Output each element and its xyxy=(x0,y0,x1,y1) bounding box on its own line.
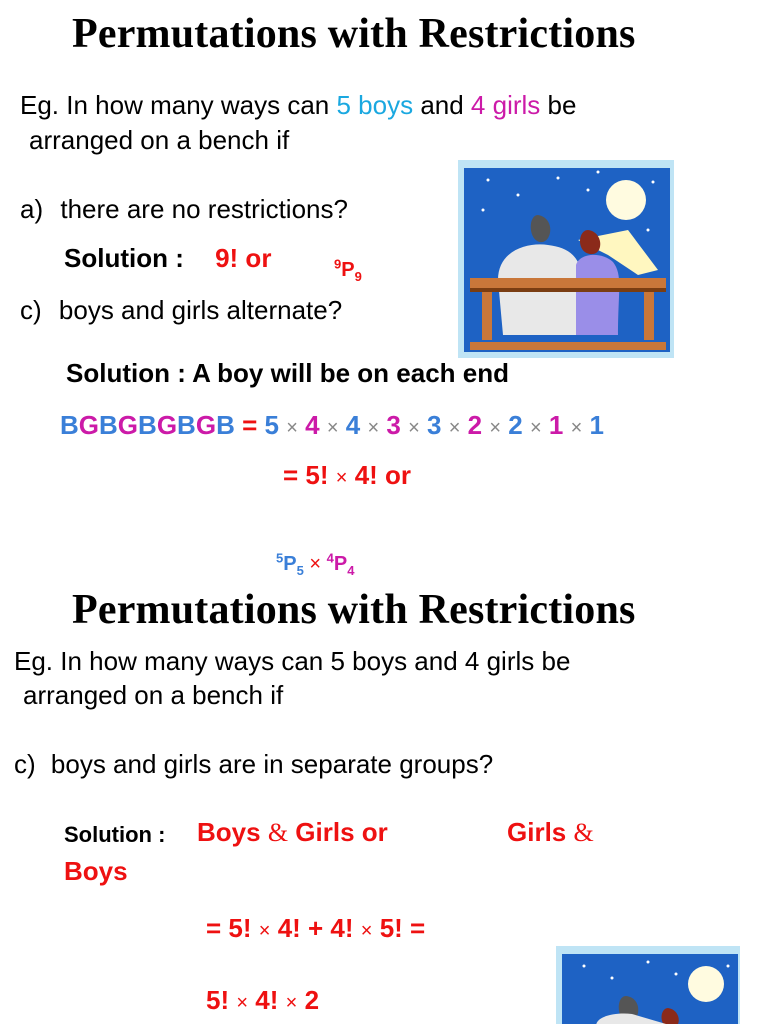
alternate-equation xyxy=(60,410,604,441)
factor-2: 4 xyxy=(345,410,361,440)
question-a-text: there are no restrictions? xyxy=(60,194,348,224)
pattern-5: G xyxy=(156,410,178,440)
factor-3: 3 xyxy=(386,410,401,440)
perm5-sup: 5 xyxy=(276,550,284,566)
result-rest: 4! or xyxy=(354,460,412,490)
sol-amp-2: & xyxy=(573,818,594,847)
pattern-3: G xyxy=(117,410,139,440)
perm-9p9-p: P xyxy=(341,259,355,281)
result-first: = 5! xyxy=(283,460,329,490)
solution-a-label: Solution : xyxy=(64,243,184,273)
perm-9p9-sup: 9 xyxy=(334,256,342,272)
factor-8: 1 xyxy=(589,410,604,440)
equals: = xyxy=(242,410,258,440)
slide2-title: Permutations with Restrictions xyxy=(72,587,636,633)
intro-text: Eg. In how many ways can xyxy=(20,90,337,120)
times-5: × xyxy=(489,417,502,439)
sol-girls-or: Girls or xyxy=(295,817,388,847)
intro-boys: 5 boys xyxy=(336,90,414,120)
times-2: × xyxy=(367,417,380,439)
slide1-intro-line1 xyxy=(20,90,576,121)
slide2-solution-part1 xyxy=(197,817,388,848)
pattern-6: B xyxy=(177,410,196,440)
slide2-solution-label: Solution : xyxy=(64,822,166,847)
result-line xyxy=(283,460,411,491)
question-a xyxy=(20,194,348,225)
intro-girls: 4 girls xyxy=(470,90,541,120)
question-c-label: c) xyxy=(20,295,42,325)
eq2-times-2: × xyxy=(285,992,298,1014)
eq1-times-2: × xyxy=(360,920,373,942)
perm4-sub: 4 xyxy=(347,563,355,578)
slide1-title: Permutations with Restrictions xyxy=(72,11,636,57)
eq2-a: 5! xyxy=(206,985,230,1015)
solution-a xyxy=(64,243,271,274)
eq2-c: 2 xyxy=(304,985,320,1015)
perm5-sub: 5 xyxy=(296,563,304,578)
factor-5: 2 xyxy=(467,410,483,440)
times-6: × xyxy=(529,417,542,439)
pattern-2: B xyxy=(99,410,118,440)
solution-a-value: 9! or xyxy=(215,243,272,273)
slide1-intro-line2: arranged on a bench if xyxy=(29,125,290,155)
slide2-equation-2 xyxy=(206,985,319,1016)
times-1: × xyxy=(326,417,339,439)
question-a-label: a) xyxy=(20,194,44,224)
factor-6: 2 xyxy=(508,410,523,440)
factor-7: 1 xyxy=(548,410,564,440)
times-3: × xyxy=(408,417,420,439)
perm-9p9-sub: 9 xyxy=(354,269,362,284)
times-0: × xyxy=(286,417,298,439)
sol-boys: Boys xyxy=(197,817,261,847)
question-c-text: boys and girls alternate? xyxy=(58,295,343,325)
intro-and: and xyxy=(413,90,471,120)
question-c xyxy=(20,295,342,326)
result-times: × xyxy=(335,467,348,489)
pattern-0: B xyxy=(60,410,79,440)
eq1-b: 4! + 4! xyxy=(277,913,354,943)
sol-amp-1: & xyxy=(267,818,289,847)
eq1-c: 5! = xyxy=(379,913,426,943)
factor-1: 4 xyxy=(305,410,320,440)
slide2-solution-part2 xyxy=(507,817,594,848)
couple-on-bench-illustration-2 xyxy=(556,946,740,1024)
slide2-question-c xyxy=(14,749,493,780)
couple-on-bench-illustration xyxy=(458,160,674,358)
pattern-1: G xyxy=(78,410,100,440)
solution-c: Solution : A boy will be on each end xyxy=(66,358,509,388)
sol-girls: Girls xyxy=(507,817,567,847)
perm-times: × xyxy=(309,553,322,575)
intro-be: be xyxy=(540,90,577,120)
factor-0: 5 xyxy=(264,410,279,440)
slide2-intro-line2: arranged on a bench if xyxy=(23,680,284,710)
pattern-8: B xyxy=(216,410,235,440)
slide2-equation-1 xyxy=(206,913,425,944)
factor-4: 3 xyxy=(427,410,442,440)
perm-product xyxy=(276,550,355,578)
pattern-7: G xyxy=(195,410,217,440)
perm4-sup: 4 xyxy=(326,550,334,566)
slide2-solution-boys: Boys xyxy=(64,856,128,886)
slide2-intro-line1: Eg. In how many ways can 5 boys and 4 girls be xyxy=(14,646,571,676)
perm-9p9 xyxy=(334,256,362,284)
slide2-question-c-text: boys and girls are in separate groups? xyxy=(50,749,494,779)
times-7: × xyxy=(570,417,583,439)
eq1-times-1: × xyxy=(258,920,271,942)
times-4: × xyxy=(448,417,461,439)
perm4-p: P xyxy=(333,553,348,575)
eq1-a: = 5! xyxy=(206,913,252,943)
eq2-b: 4! xyxy=(255,985,279,1015)
eq2-times-1: × xyxy=(236,992,249,1014)
pattern-4: B xyxy=(138,410,157,440)
slide2-question-c-label: c) xyxy=(14,749,36,779)
perm5-p: P xyxy=(283,553,297,575)
